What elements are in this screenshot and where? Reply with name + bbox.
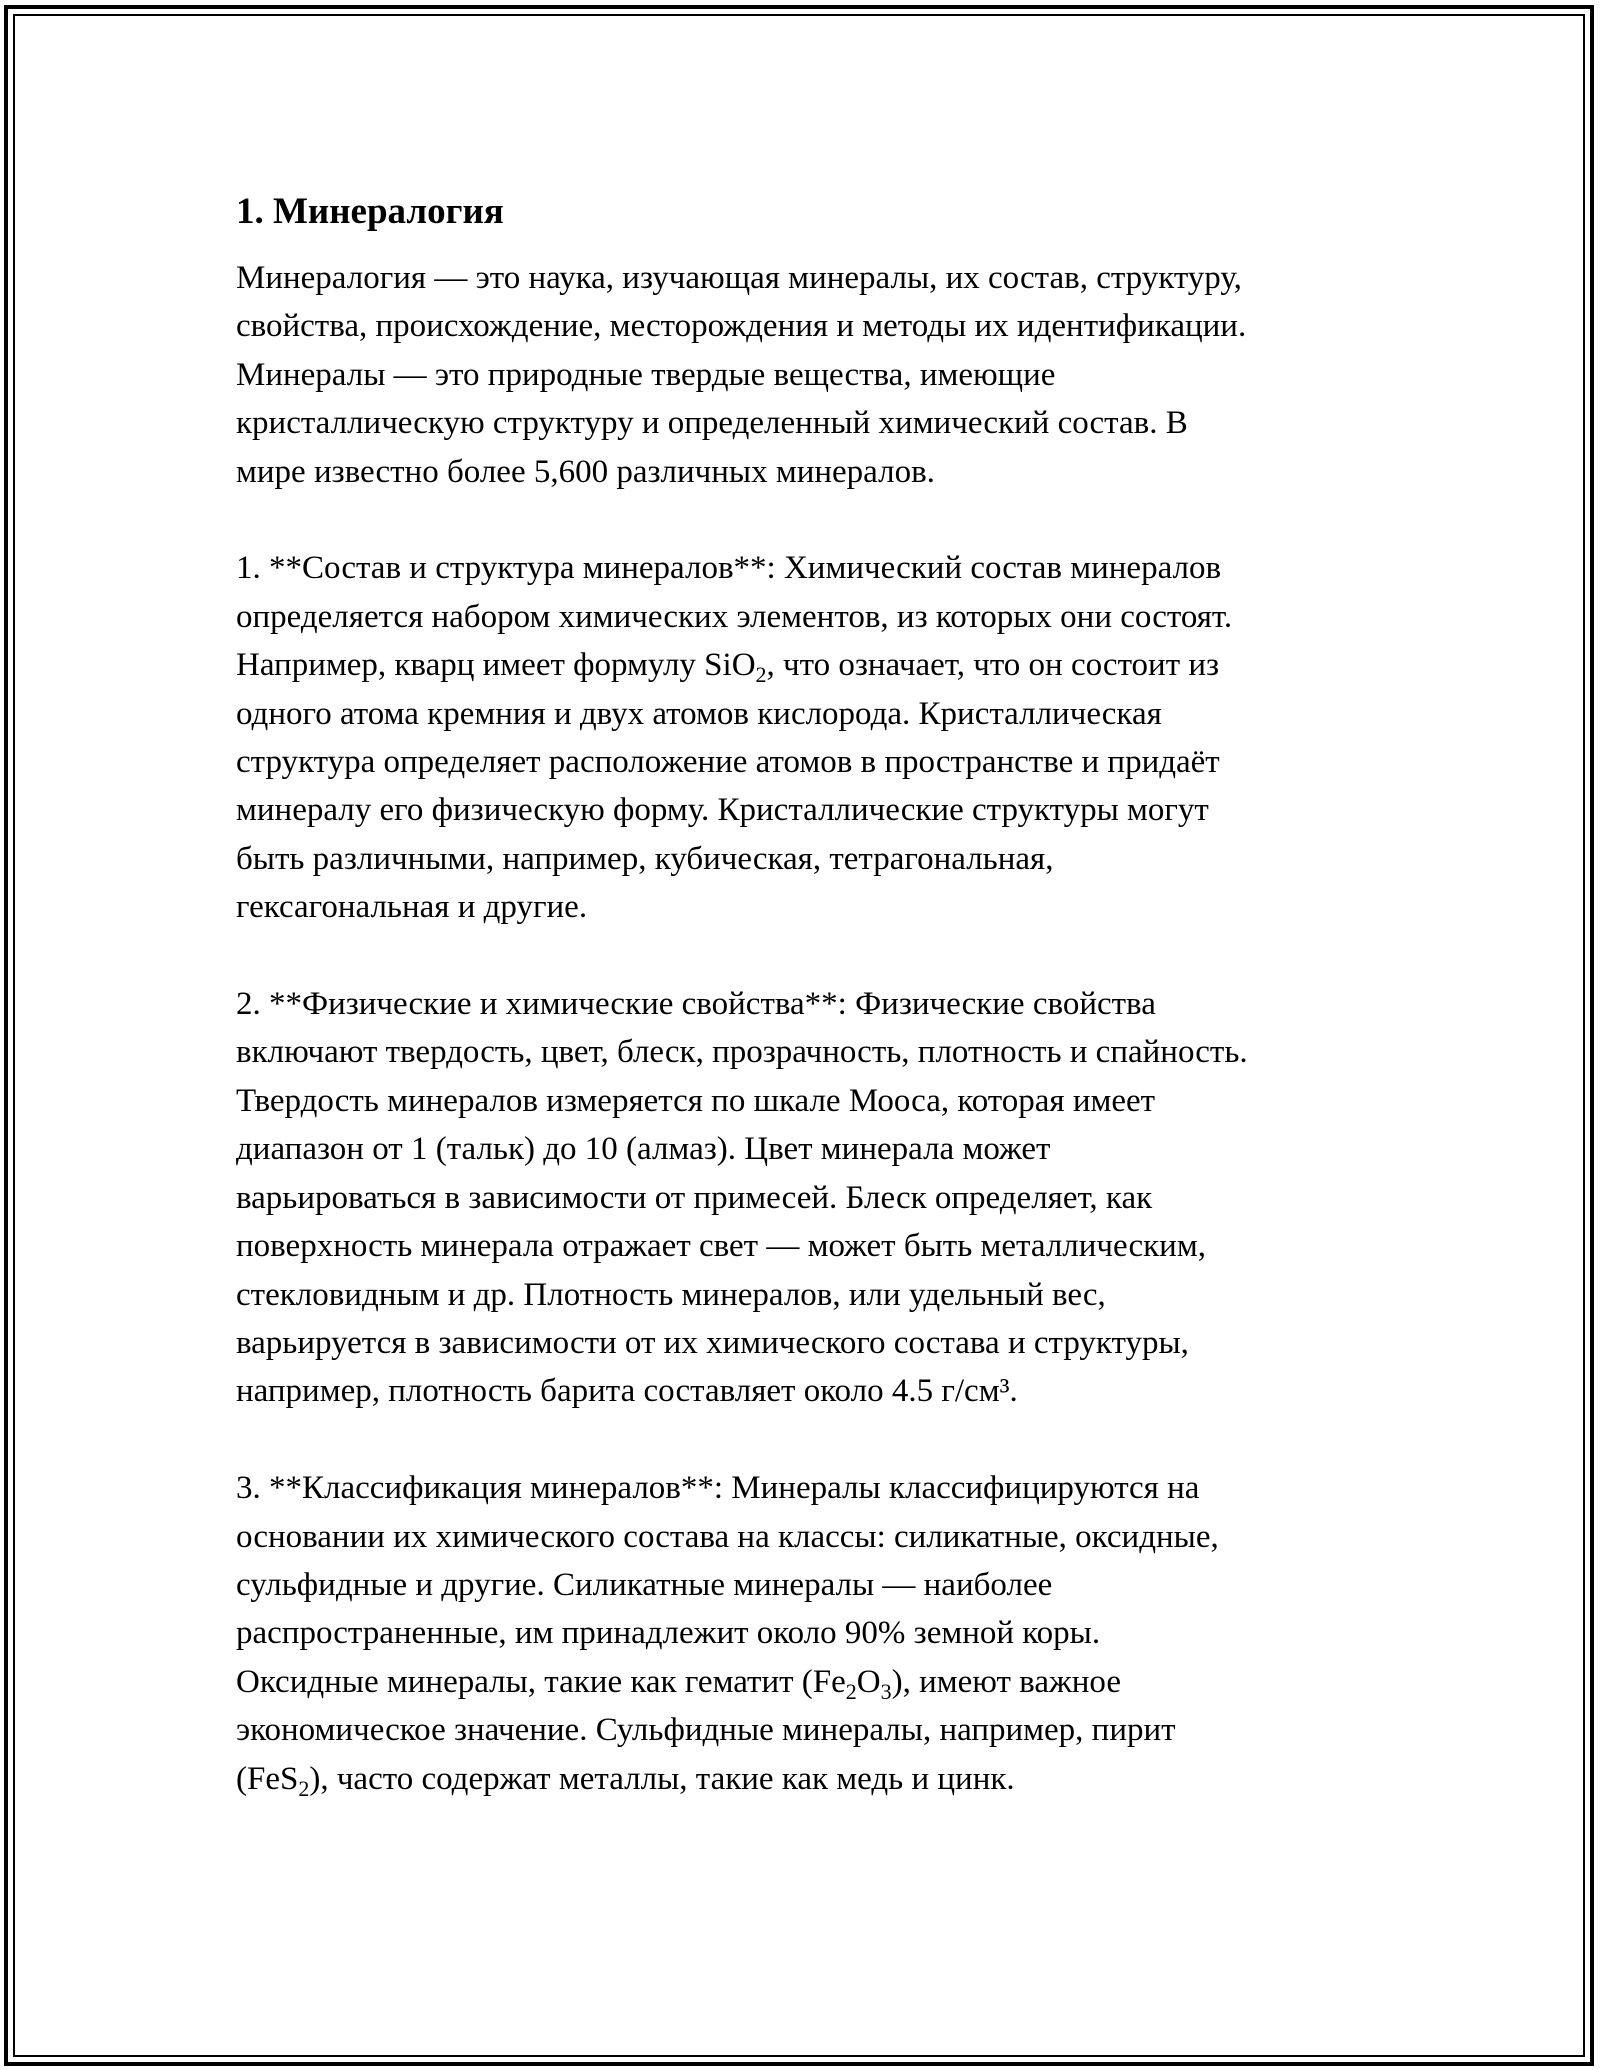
text-span: O	[856, 1663, 881, 1700]
text-line: одного атома кремния и двух атомов кислорода. Кристаллическая	[236, 695, 1162, 732]
text-span: (FeS	[236, 1760, 299, 1797]
classification-paragraph	[236, 1464, 1396, 1803]
subscript: 2	[845, 1678, 857, 1704]
text-line: структура определяет расположение атомов в пространстве и придаёт	[236, 744, 1220, 781]
section-heading: 1. Минералогия	[236, 191, 504, 232]
text-line: кристаллическую структуру и определенный химический состав. В	[236, 405, 1188, 442]
text-span: ), имеют важное	[891, 1663, 1121, 1700]
text-line: диапазон от 1 (тальк) до 10 (алмаз). Цвет минерала может	[236, 1131, 1051, 1168]
subscript: 2	[755, 662, 767, 688]
intro-paragraph	[236, 254, 1396, 496]
text-line: определяется набором химических элементов, из которых они состоят.	[236, 598, 1233, 635]
text-line: Твердость минералов измеряется по шкале Мооса, которая имеет	[236, 1082, 1156, 1119]
text-line: поверхность минерала отражает свет — может быть металлическим,	[236, 1228, 1206, 1265]
text-line: гексагональная и другие.	[236, 889, 588, 926]
text-line: Минералогия — это наука, изучающая минералы, их состав, структуру,	[236, 260, 1242, 296]
text-line: мире известно более 5,600 различных минералов.	[236, 453, 935, 490]
text-line: основании их химического состава на классы: силикатные, оксидные,	[236, 1518, 1219, 1555]
text-line: 1. **Состав и структура минералов**: Химический состав минералов	[236, 550, 1222, 587]
text-line: быть различными, например, кубическая, тетрагональная,	[236, 840, 1054, 877]
text-line: минералу его физическую форму. Кристаллические структуры могут	[236, 792, 1209, 829]
subscript: 3	[880, 1678, 892, 1704]
text-line: распространенные, им принадлежит около 90% земной коры.	[236, 1615, 1101, 1652]
text-line: 3. **Классификация минералов**: Минералы классифицируются на	[236, 1470, 1200, 1507]
text-line: сульфидные и другие. Силикатные минералы — наиболее	[236, 1566, 1053, 1603]
text-line: 2. **Физические и химические свойства**: Физические свойства	[236, 986, 1156, 1023]
text-line: стекловидным и др. Плотность минералов, или удельный вес,	[236, 1276, 1106, 1313]
text-span: , что означает, что он состоит из	[766, 647, 1220, 684]
document-body	[236, 186, 1396, 1851]
text-line: Минералы — это природные твердые вещества, имеющие	[236, 356, 1056, 393]
text-line-formula	[236, 1755, 1396, 1803]
text-span: ), часто содержат металлы, такие как медь и цинк.	[309, 1760, 1015, 1797]
text-line-formula	[236, 641, 1396, 689]
properties-paragraph	[236, 980, 1396, 1416]
text-line: свойства, происхождение, месторождения и методы их идентификации.	[236, 308, 1247, 345]
text-span: Оксидные минералы, такие как гематит (Fe	[236, 1663, 846, 1700]
text-line: варьируется в зависимости от их химического состава и структуры,	[236, 1324, 1189, 1361]
text-line: включают твердость, цвет, блеск, прозрачность, плотность и спайность.	[236, 1034, 1248, 1071]
text-line: экономическое значение. Сульфидные минералы, например, пирит	[236, 1712, 1176, 1749]
text-line: варьироваться в зависимости от примесей. Блеск определяет, как	[236, 1179, 1153, 1216]
text-line-formula	[236, 1658, 1396, 1706]
text-span: Например, кварц имеет формулу SiO	[236, 647, 756, 684]
text-line: например, плотность барита составляет около 4.5 г/см³.	[236, 1373, 1018, 1410]
subscript: 2	[298, 1775, 310, 1801]
composition-paragraph	[236, 544, 1396, 931]
